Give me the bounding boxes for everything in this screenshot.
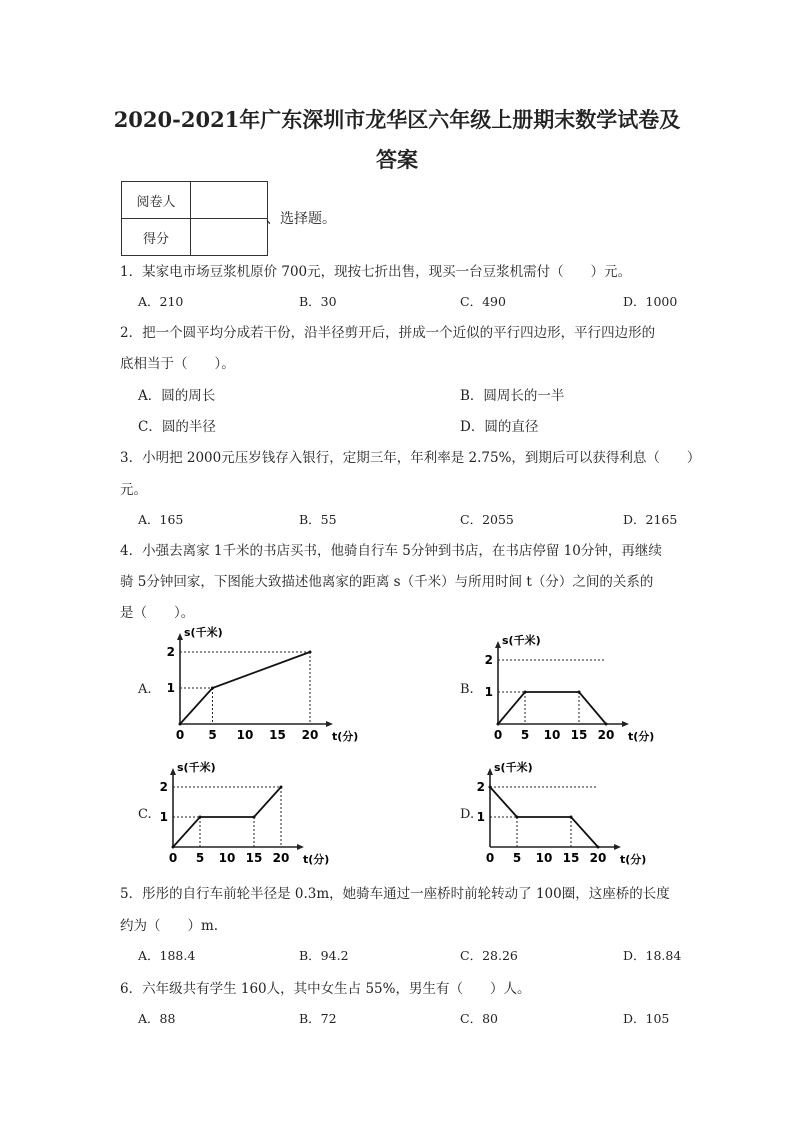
page-title-continued: 答案: [376, 147, 418, 172]
q5-option-b[interactable]: B．94.2: [299, 948, 349, 963]
x-tick-label: 15: [269, 728, 286, 742]
data-point: [597, 846, 600, 849]
y-axis-arrow: [177, 633, 183, 640]
y-tick-label: 1: [159, 810, 168, 824]
graph-a[interactable]: [166, 626, 359, 750]
data-point: [179, 723, 182, 726]
q6-option-a[interactable]: A．88: [138, 1011, 176, 1026]
q6-option-b[interactable]: B．72: [299, 1011, 337, 1026]
q3-option-d[interactable]: D．2165: [623, 512, 678, 527]
x-tick-label: 15: [562, 851, 580, 865]
graph-b[interactable]: [484, 628, 655, 750]
y-tick-label: 1: [484, 685, 493, 699]
q2-option-c[interactable]: C．圆的半径: [138, 419, 216, 435]
x-tick-label: 10: [218, 851, 236, 865]
y-axis-arrow: [495, 641, 501, 648]
question-6-line-1: 6．六年级共有学生 160人，其中女生占 55%，男生有（ ）人。: [120, 981, 531, 997]
q3-option-c[interactable]: C．2055: [460, 512, 514, 527]
series-line: [498, 692, 606, 724]
y-tick-label: 2: [476, 780, 485, 794]
x-tick-label: 10: [535, 851, 553, 865]
x-tick-label: 5: [208, 728, 217, 742]
x-axis-label: t(分): [303, 853, 330, 866]
q1-option-b[interactable]: B．30: [299, 294, 337, 309]
data-point: [199, 816, 202, 819]
score-table: [121, 181, 268, 256]
question-1-line-1: 1．某家电市场豆浆机原价 700元，现按七折出售，现买一台豆浆机需付（ ）元。: [120, 264, 632, 280]
y-axis-arrow: [170, 768, 176, 775]
x-axis-arrow: [297, 844, 304, 850]
score-label: 得分: [122, 219, 191, 256]
x-tick-label: 5: [195, 851, 205, 865]
q6-option-d[interactable]: D．105: [623, 1011, 670, 1026]
x-tick-label: 20: [597, 728, 615, 742]
y-tick-label: 2: [159, 780, 168, 794]
q3-option-a[interactable]: A．165: [138, 512, 184, 527]
data-point: [524, 691, 527, 694]
x-tick-label: 15: [570, 728, 588, 742]
section-heading: 、选择题。: [266, 211, 336, 227]
y-axis-label: s(千米): [502, 634, 541, 647]
graph-c[interactable]: [159, 757, 330, 869]
question-2-line-2: 底相当于（ ）。: [120, 356, 235, 372]
x-tick-label: 10: [543, 728, 561, 742]
data-point: [578, 691, 581, 694]
q4-option-c-label[interactable]: C.: [138, 807, 152, 822]
x-axis-arrow: [614, 844, 621, 850]
data-point: [570, 816, 573, 819]
y-axis-arrow: [487, 768, 493, 775]
x-axis-label: t(分): [332, 730, 359, 743]
y-tick-label: 1: [166, 681, 175, 695]
q5-option-d[interactable]: D．18.84: [623, 948, 682, 963]
question-4-line-2: 骑 5分钟回家，下图能大致描述他离家的距离 s（千米）与所用时间 t（分）之间的关系的: [120, 574, 654, 590]
x-tick-label: 5: [520, 728, 530, 742]
q2-option-b[interactable]: B．圆周长的一半: [460, 388, 565, 404]
x-tick-label: 0: [485, 851, 495, 865]
y-axis-label: s(千米): [184, 626, 223, 639]
question-4-line-3: 是（ ）。: [120, 605, 195, 621]
q1-option-d[interactable]: D．1000: [623, 294, 678, 309]
x-tick-label: 0: [493, 728, 503, 742]
x-tick-label: 20: [272, 851, 290, 865]
data-point: [172, 846, 175, 849]
q5-option-c[interactable]: C．28.26: [460, 948, 518, 963]
q2-option-d[interactable]: D．圆的直径: [460, 419, 539, 435]
question-5-line-1: 5．彤彤的自行车前轮半径是 0.3m，她骑车通过一座桥时前轮转动了 100圈，这座桥的长度: [120, 886, 670, 902]
data-point: [605, 723, 608, 726]
y-axis-label: s(千米): [494, 761, 533, 774]
question-3-line-1: 3．小明把 2000元压岁钱存入银行，定期三年，年利率是 2.75%，到期后可以获得利息（ ）: [120, 450, 701, 466]
y-axis-label: s(千米): [177, 761, 216, 774]
data-point: [497, 723, 500, 726]
data-point: [309, 651, 312, 654]
q5-option-a[interactable]: A．188.4: [138, 948, 196, 963]
reviewer-label: 阅卷人: [122, 182, 191, 219]
x-tick-label: 20: [589, 851, 607, 865]
q1-option-a[interactable]: A．210: [138, 294, 184, 309]
data-point: [489, 786, 492, 789]
x-tick-label: 0: [175, 728, 185, 742]
question-2-line-1: 2．把一个圆平均分成若干份，沿半径剪开后，拼成一个近似的平行四边形，平行四边形的: [120, 325, 656, 341]
question-4-line-1: 4．小强去离家 1千米的书店买书，他骑自行车 5分钟到书店，在书店停留 10分钟，再继续: [120, 543, 662, 559]
data-point: [211, 687, 214, 690]
x-axis-label: t(分): [620, 853, 647, 866]
data-point: [516, 816, 519, 819]
x-tick-label: 5: [512, 851, 522, 865]
data-point: [280, 786, 283, 789]
y-tick-label: 2: [166, 645, 175, 659]
data-point: [253, 816, 256, 819]
q4-option-a-label[interactable]: A.: [138, 682, 152, 697]
q4-option-b-label[interactable]: B.: [460, 682, 474, 697]
x-axis-arrow: [326, 721, 333, 727]
page-title: 2020-2021年广东深圳市龙华区六年级上册期末数学试卷及: [113, 107, 681, 132]
y-tick-label: 1: [476, 810, 485, 824]
series-line: [180, 652, 310, 724]
question-3-line-2: 元。: [120, 482, 147, 498]
y-tick-label: 2: [484, 653, 493, 667]
x-axis-arrow: [622, 721, 629, 727]
x-axis-label: t(分): [628, 730, 655, 743]
question-5-line-2: 约为（ ）m.: [120, 918, 219, 934]
graph-d[interactable]: [476, 757, 647, 869]
q6-option-c[interactable]: C．80: [460, 1011, 498, 1026]
q4-option-d-label[interactable]: D.: [460, 807, 475, 822]
q2-option-a[interactable]: A．圆的周长: [138, 388, 216, 404]
score-cell[interactable]: [191, 219, 268, 256]
q1-option-c[interactable]: C．490: [460, 294, 506, 309]
q3-option-b[interactable]: B．55: [299, 512, 337, 527]
x-tick-label: 10: [236, 728, 254, 742]
x-tick-label: 20: [301, 728, 319, 742]
x-tick-label: 15: [245, 851, 263, 865]
x-tick-label: 0: [168, 851, 178, 865]
reviewer-cell[interactable]: [191, 182, 268, 219]
